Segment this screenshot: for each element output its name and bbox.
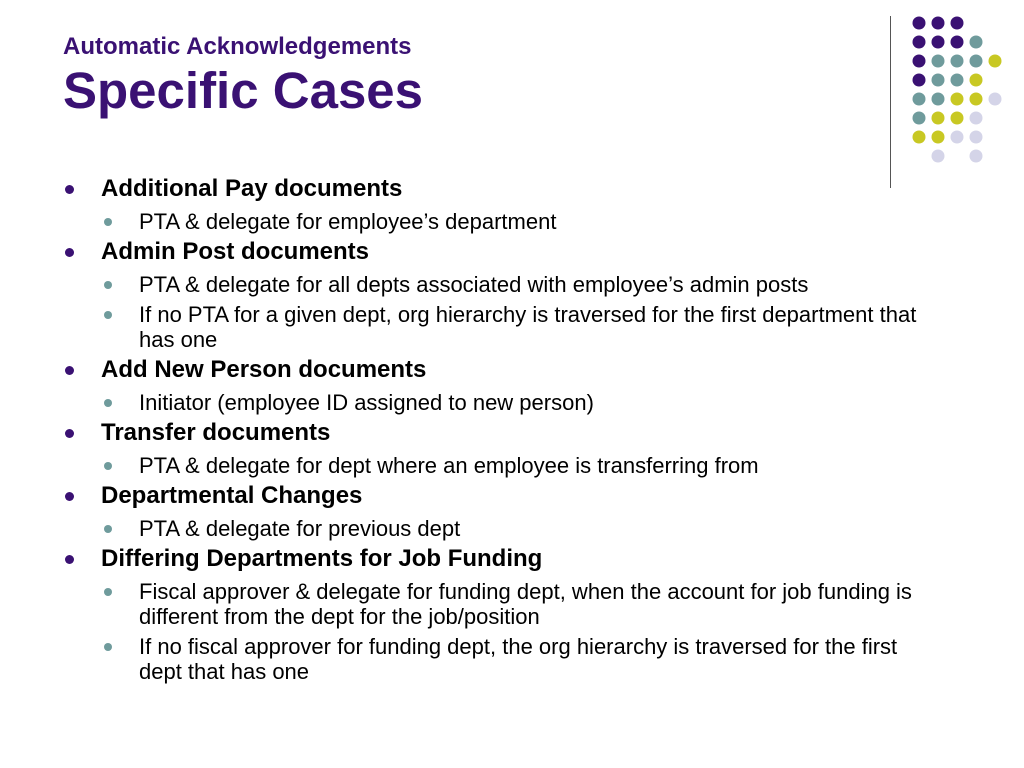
bullet-item (62, 481, 962, 511)
decorative-dot (951, 112, 964, 125)
sub-bullet-dot-icon (104, 281, 112, 289)
bullet-dot-icon (65, 555, 74, 564)
sub-bullet-item (62, 272, 924, 297)
decorative-dot (951, 131, 964, 144)
sub-bullet-dot-icon (104, 311, 112, 319)
title-block (63, 32, 863, 120)
sub-bullet-item (62, 390, 924, 415)
bullet-dot-icon (65, 366, 74, 375)
bullet-dot-icon (65, 492, 74, 501)
decorative-dot (913, 93, 926, 106)
decorative-dot (970, 150, 983, 163)
bullet-label: Departmental Changes (101, 482, 363, 509)
decorative-dot (932, 150, 945, 163)
bullet-item (62, 544, 962, 574)
sub-bullet-text: If no PTA for a given dept, org hierarchy is traversed for the first department that has one (139, 302, 917, 352)
decorative-dot (970, 55, 983, 68)
sub-bullet-dot-icon (104, 643, 112, 651)
decorative-dot (932, 36, 945, 49)
decorative-dot (951, 36, 964, 49)
sub-bullet-dot-icon (104, 588, 112, 596)
decorative-dot (932, 112, 945, 125)
sub-bullet-dot-icon (104, 525, 112, 533)
sub-bullet-dot-icon (104, 462, 112, 470)
decorative-dot (913, 36, 926, 49)
bullet-label: Differing Departments for Job Funding (101, 545, 543, 572)
decorative-dot (989, 55, 1002, 68)
sub-bullet-item (62, 579, 924, 629)
sub-bullet-item (62, 516, 924, 541)
decorative-dot (970, 93, 983, 106)
bullet-dot-icon (65, 185, 74, 194)
decorative-dot (913, 112, 926, 125)
sub-bullet-dot-icon (104, 218, 112, 226)
decorative-dot (989, 93, 1002, 106)
slide-title: Specific Cases (63, 62, 424, 119)
decorative-dot (970, 131, 983, 144)
decorative-dot (913, 131, 926, 144)
sub-bullet-text: PTA & delegate for dept where an employee is transferring from (139, 453, 759, 478)
bullet-list (62, 171, 962, 687)
bullet-item (62, 237, 962, 267)
sub-bullet-dot-icon (104, 399, 112, 407)
decorative-dot (913, 17, 926, 30)
sub-bullet-text: PTA & delegate for employee’s department (139, 209, 557, 234)
decorative-dot (932, 131, 945, 144)
sub-bullet-item (62, 453, 924, 478)
bullet-item (62, 418, 962, 448)
bullet-dot-icon (65, 248, 74, 257)
decorative-dot (913, 74, 926, 87)
decorative-dot (951, 55, 964, 68)
bullet-label: Admin Post documents (101, 238, 370, 265)
sub-bullet-text: PTA & delegate for all depts associated with employee’s admin posts (139, 272, 809, 297)
decorative-dot (932, 55, 945, 68)
decorative-dot (970, 74, 983, 87)
decorative-dot (932, 74, 945, 87)
bullet-label: Additional Pay documents (101, 175, 403, 202)
decorative-dot (951, 74, 964, 87)
sub-bullet-item (62, 634, 924, 684)
bullet-item (62, 174, 962, 204)
sub-bullet-text: If no fiscal approver for funding dept, the org hierarchy is traversed for the first dept that has one (139, 634, 898, 684)
sub-bullet-item (62, 209, 924, 234)
decorative-dot (932, 93, 945, 106)
bullet-dot-icon (65, 429, 74, 438)
sub-bullet-item (62, 302, 924, 352)
bullet-label: Transfer documents (101, 419, 331, 446)
decorative-dot (951, 93, 964, 106)
sub-bullet-text: Initiator (employee ID assigned to new person) (139, 390, 594, 415)
decorative-dot (951, 17, 964, 30)
decorative-dot (913, 55, 926, 68)
sub-bullet-text: PTA & delegate for previous dept (139, 516, 461, 541)
decorative-dot (970, 36, 983, 49)
decorative-dot (970, 112, 983, 125)
bullet-item (62, 355, 962, 385)
slide-subtitle: Automatic Acknowledgements (63, 33, 412, 60)
decorative-dot (932, 17, 945, 30)
sub-bullet-text: Fiscal approver & delegate for funding dept, when the account for job funding is different from the dept for the job/position (139, 579, 912, 629)
vertical-divider (890, 16, 891, 188)
bullet-label: Add New Person documents (101, 356, 427, 383)
